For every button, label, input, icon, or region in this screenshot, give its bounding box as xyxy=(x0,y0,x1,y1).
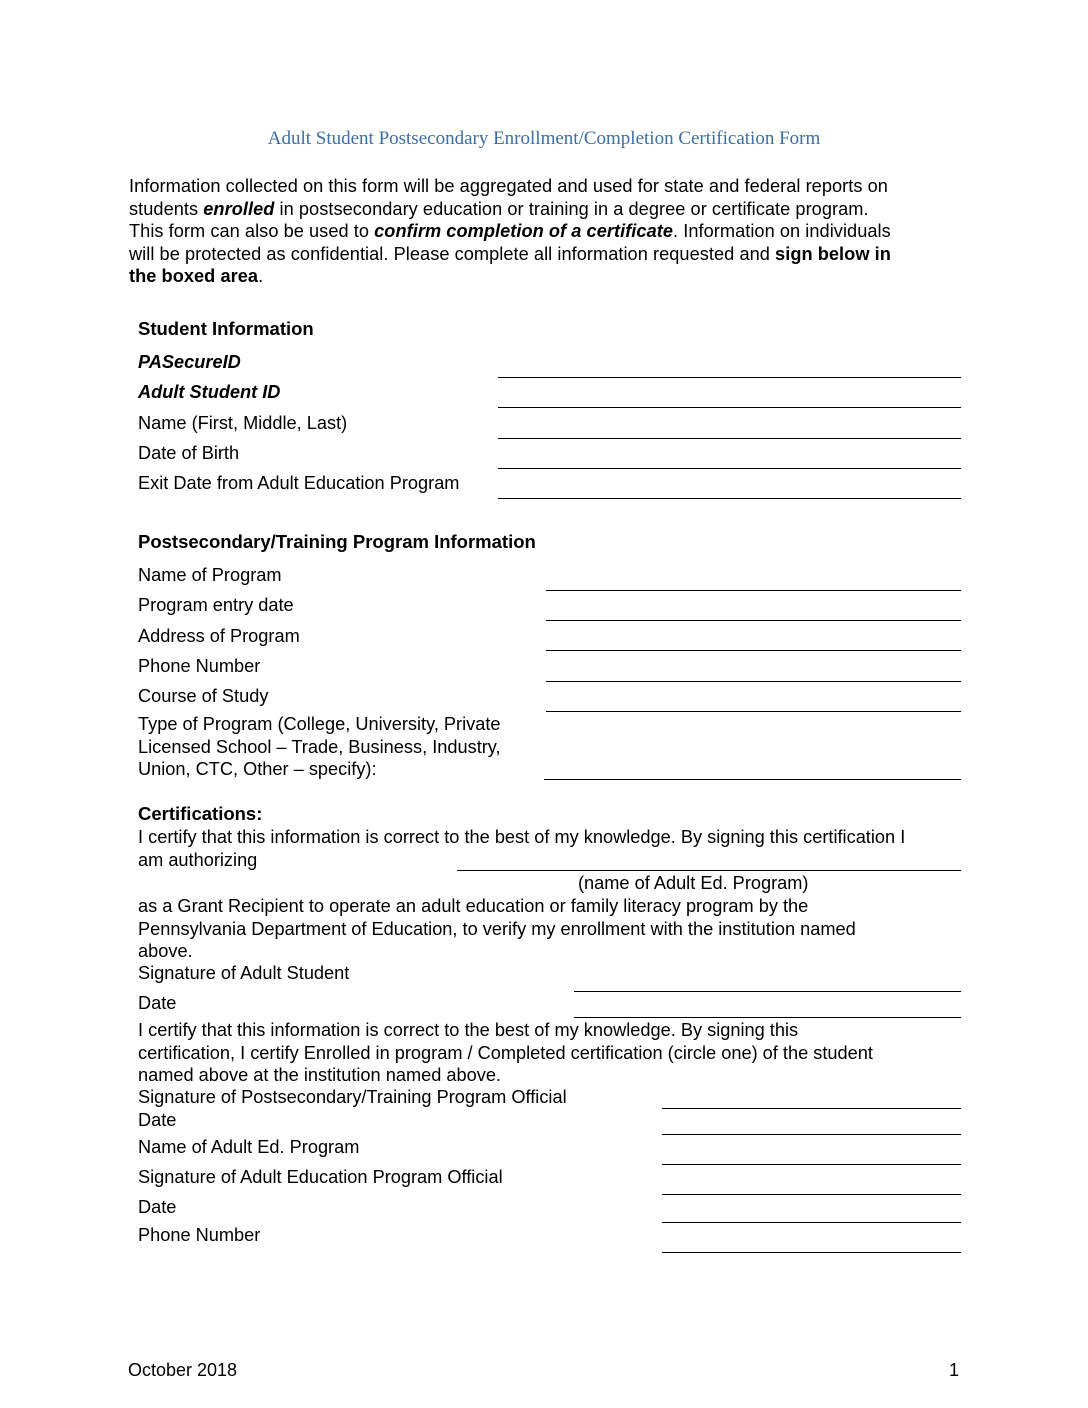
student-date-field[interactable] xyxy=(574,1017,961,1018)
program-entry-date-label: Program entry date xyxy=(138,595,294,615)
program-phone-label: Phone Number xyxy=(138,656,261,676)
exit-date-field[interactable] xyxy=(498,498,961,499)
official-signature-field[interactable] xyxy=(662,1108,961,1109)
program-phone-field[interactable] xyxy=(546,681,961,682)
adult-ed-phone-label: Phone Number xyxy=(138,1225,261,1245)
intro-line: students enrolled in postsecondary education or training in a degree or certificate program. xyxy=(129,198,869,219)
program-type-field[interactable] xyxy=(544,779,961,780)
intro-line: Information collected on this form will be aggregated and used for state and federal reports on xyxy=(129,176,888,196)
program-entry-date-field[interactable] xyxy=(546,620,961,621)
program-address-field[interactable] xyxy=(546,650,961,651)
certification-paragraph-3: I certify that this information is correct to the best of my knowledge. By signing this certification, I certify Enrolled in program / Completed certification (circle one) of the student named above at the institution named above. xyxy=(138,1020,873,1086)
footer-date: October 2018 xyxy=(128,1360,238,1380)
course-of-study-label: Course of Study xyxy=(138,686,269,706)
confirm-completion-emphasis: confirm completion of a certificate xyxy=(374,221,674,242)
adult-ed-program-name-field[interactable] xyxy=(457,870,961,871)
dob-field[interactable] xyxy=(498,468,961,469)
intro-line: will be protected as confidential. Please complete all information requested and sign below in xyxy=(129,243,891,264)
official-signature-label: Signature of Postsecondary/Training Program Official xyxy=(138,1087,567,1107)
pasecureid-label: PASecureID xyxy=(138,352,241,372)
adult-ed-official-signature-field[interactable] xyxy=(662,1194,961,1195)
adult-ed-official-signature-label: Signature of Adult Education Program Official xyxy=(138,1167,503,1187)
form-title: Adult Student Postsecondary Enrollment/Completion Certification Form xyxy=(267,128,821,149)
adult-ed-program-hint: (name of Adult Ed. Program) xyxy=(578,873,809,893)
program-name-label: Name of Program xyxy=(138,565,282,585)
intro-line: This form can also be used to confirm completion of a certificate. Information on individuals xyxy=(129,221,891,242)
certification-paragraph-2: as a Grant Recipient to operate an adult education or family literacy program by the Pennsylvania Department of Education, to verify my enrollment with the institution named above. xyxy=(138,896,856,962)
pasecureid-field[interactable] xyxy=(498,377,961,378)
dob-label: Date of Birth xyxy=(138,443,240,463)
adult-student-id-field[interactable] xyxy=(498,407,961,408)
official-date-field[interactable] xyxy=(662,1134,961,1135)
student-info-heading: Student Information xyxy=(138,318,314,339)
adult-ed-date-field[interactable] xyxy=(662,1222,961,1223)
student-signature-field[interactable] xyxy=(574,991,961,992)
student-date-label: Date xyxy=(138,993,177,1013)
boxed-area-emphasis: the boxed area xyxy=(129,266,259,287)
certifications-heading: Certifications: xyxy=(138,803,263,824)
enrolled-emphasis: enrolled xyxy=(203,198,275,219)
adult-ed-program-label: Name of Adult Ed. Program xyxy=(138,1137,360,1157)
adult-ed-program-field[interactable] xyxy=(662,1164,961,1165)
program-address-label: Address of Program xyxy=(138,626,300,646)
certification-paragraph-1: I certify that this information is correct to the best of my knowledge. By signing this certification I am authorizing xyxy=(138,827,906,870)
sign-below-emphasis: sign below in xyxy=(775,243,891,264)
intro-line: the boxed area. xyxy=(129,266,264,287)
program-type-label: Type of Program (College, University, Private Licensed School – Trade, Business, Industry, Union, CTC, Other – specify): xyxy=(138,714,501,780)
adult-ed-date-label: Date xyxy=(138,1197,177,1217)
student-name-field[interactable] xyxy=(498,438,961,439)
course-of-study-field[interactable] xyxy=(546,711,961,712)
adult-student-id-label: Adult Student ID xyxy=(138,382,281,402)
adult-ed-phone-field[interactable] xyxy=(662,1252,961,1253)
exit-date-label: Exit Date from Adult Education Program xyxy=(138,473,460,493)
official-date-label: Date xyxy=(138,1110,177,1130)
intro-paragraph xyxy=(129,175,959,288)
student-name-label: Name (First, Middle, Last) xyxy=(138,413,348,433)
student-signature-label: Signature of Adult Student xyxy=(138,963,350,983)
program-info-heading: Postsecondary/Training Program Information xyxy=(138,531,536,552)
page-number: 1 xyxy=(949,1360,960,1380)
program-name-field[interactable] xyxy=(546,590,961,591)
